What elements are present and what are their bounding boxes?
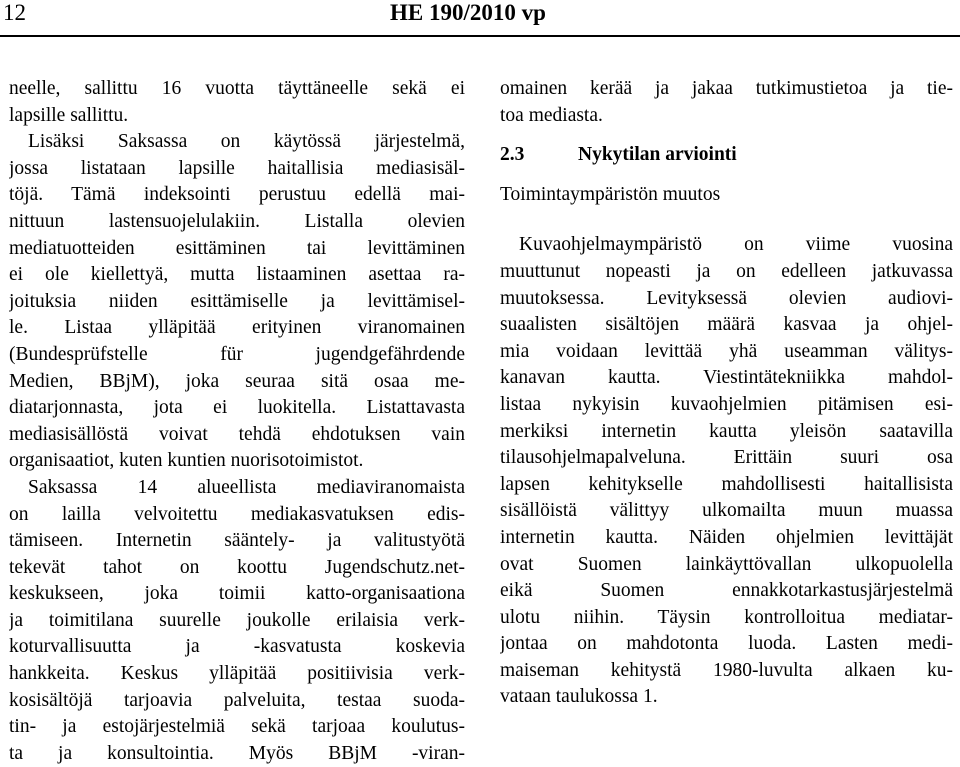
section-number: 2.3 xyxy=(500,144,525,166)
text-line: kanavan kautta. Viestintätekniikka mahdol- xyxy=(500,367,953,389)
text-line: muuttunut nopeasti ja on edelleen jatkuvassa xyxy=(500,260,953,282)
section-title: Nykytilan arviointi xyxy=(578,144,737,166)
spacer xyxy=(500,208,953,232)
text-line: ovat Suomen lainkäyttövallan ulkopuolella xyxy=(500,553,953,575)
text-line: keskukseen, joka toimii katto-organisaationa xyxy=(9,583,465,605)
text-line: hankkeita. Keskus ylläpitää positiivisia verk- xyxy=(9,663,465,685)
subheading: Toimintaympäristön muutos xyxy=(500,183,721,205)
document-id: HE 190/2010 vp xyxy=(390,0,546,25)
text-line: Saksassa 14 alueellista mediaviranomaista xyxy=(28,476,465,498)
text-line: omainen kerää ja jakaa tutkimustietoa ja tie- xyxy=(500,78,953,99)
text-line: vataan taulukossa 1. xyxy=(500,686,658,708)
text-line: ta ja konsultointia. Myös BBjM -viran- xyxy=(9,742,465,764)
text-line: tämiseen. Internetin sääntely- ja valitustyötä xyxy=(9,530,465,552)
text-line: lapsen kehitykselle mahdollisesti haitallisista xyxy=(500,473,953,495)
section-heading xyxy=(500,142,953,169)
text-line: jontaa on mahdotonta luoda. Lasten medi- xyxy=(500,633,953,655)
text-line: tekevät tahot on koottu Jugendschutz.net- xyxy=(9,556,465,578)
text-line: suaalisten sisältöjen määrä kasvaa ja ohjel- xyxy=(500,314,953,336)
text-line: internetin kautta. Näiden ohjelmien levittäjät xyxy=(500,526,953,548)
text-line: Medien, BBjM), joka seuraa sitä osaa me- xyxy=(9,370,465,392)
page-header xyxy=(0,0,960,40)
text-line: muutoksessa. Levityksessä olevien audiovi- xyxy=(500,287,953,309)
text-line: Lisäksi Saksassa on käytössä järjestelmä, xyxy=(28,131,465,153)
text-line: joituksia niiden esittämiselle ja levittämisel- xyxy=(9,290,465,312)
text-line: lapsille sallittu. xyxy=(9,104,129,126)
text-line: on lailla velvoitettu mediakasvatuksen edis- xyxy=(9,503,465,525)
header-divider xyxy=(0,35,960,37)
text-line: ei ole kiellettyä, mutta listaaminen asettaa ra- xyxy=(9,264,465,286)
text-line: jossa listataan lapsille haitallisia mediasisäl- xyxy=(9,157,465,179)
text-line: ulotu niihin. Täysin kontrolloitua mediatar- xyxy=(500,606,953,628)
spacer xyxy=(500,169,953,182)
spacer xyxy=(500,129,953,142)
text-line: tin- ja estojärjestelmiä sekä tarjoaa koulutus- xyxy=(9,716,465,738)
text-line: sisällöistä välittyy ulkomailta muun muassa xyxy=(500,500,953,522)
text-line: merkiksi internetin kautta yleisön saatavilla xyxy=(500,420,953,442)
text-line: toa mediasta. xyxy=(500,104,603,126)
text-line: diatarjonnasta, jota ei luokitella. Listattavasta xyxy=(9,397,465,419)
right-column xyxy=(500,76,953,711)
text-line: koturvallisuutta ja -kasvatusta koskevia xyxy=(9,636,465,658)
text-line: kosisältöjä tarjoavia palveluita, testaa suoda- xyxy=(9,689,465,711)
text-line: Kuvaohjelmaympäristö on viime vuosina xyxy=(519,234,953,256)
text-line: mia voidaan levittää yhä useamman välitys- xyxy=(500,340,953,362)
text-line: mediatuotteiden esittäminen tai levittäminen xyxy=(9,237,465,259)
text-line: organisaatiot, kuten kuntien nuorisotoimistot. xyxy=(9,450,364,472)
text-line: töjä. Tämä indeksointi perustuu edellä mai- xyxy=(9,184,465,206)
text-line: nittuun lastensuojelulakiin. Listalla olevien xyxy=(9,210,465,232)
text-line: (Bundesprüfstelle für jugendgefährdende xyxy=(9,343,465,365)
text-line: tilausohjelmapalveluna. Erittäin suuri osa xyxy=(500,447,953,469)
left-column xyxy=(9,76,465,767)
text-line: neelle, sallittu 16 vuotta täyttäneelle sekä ei xyxy=(9,78,465,99)
text-line: mediasisällöstä voivat tehdä ehdotuksen vain xyxy=(9,423,465,445)
text-line: le. Listaa ylläpitää erityinen viranomainen xyxy=(9,317,465,339)
text-line: ja toimitilana suurelle joukolle erilaisia verk- xyxy=(9,609,465,631)
text-line: maiseman kehitystä 1980-luvulta alkaen ku- xyxy=(500,659,953,681)
page-number: 12 xyxy=(3,0,26,25)
text-line: listaa nykyisin kuvaohjelmien pitämisen esi- xyxy=(500,393,953,415)
text-line: eikä Suomen ennakkotarkastusjärjestelmä xyxy=(500,580,953,602)
